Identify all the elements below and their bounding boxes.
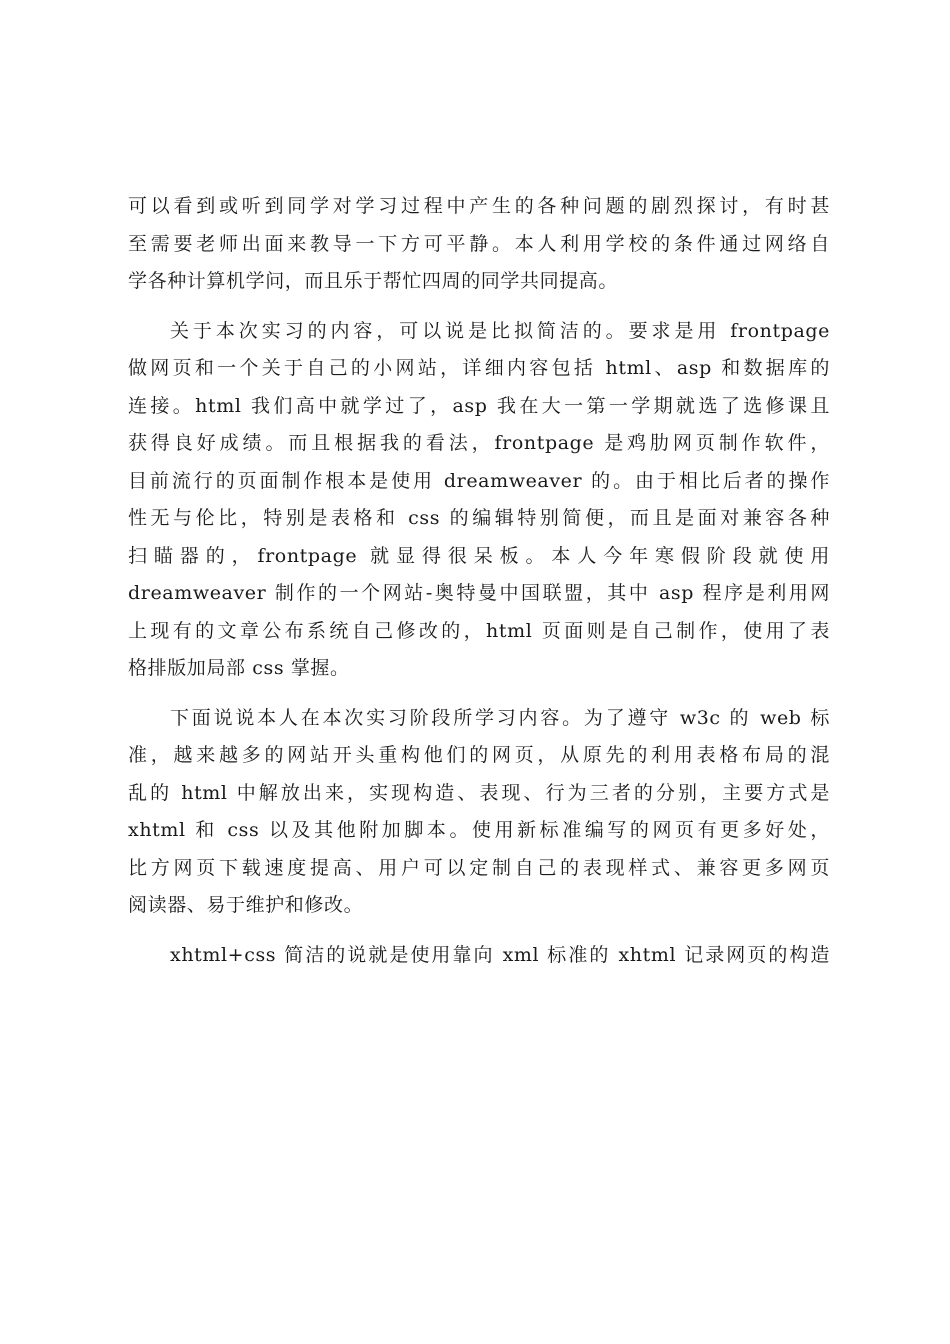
text-line: 乱的 html 中解放出来，实现构造、表现、行为三者的分别，主要方式是 bbox=[128, 781, 830, 804]
text-line: 连接。html 我们高中就学过了，asp 我在大一第一学期就选了选修课且 bbox=[128, 394, 830, 417]
text-line: 扫瞄器的，frontpage 就显得很呆板。本人今年寒假阶段就使用 bbox=[128, 544, 830, 567]
text-line: 关于本次实习的内容，可以说是比拟简洁的。要求是用 frontpage bbox=[170, 319, 830, 342]
text-line: 目前流行的页面制作根本是使用 dreamweaver 的。由于相比后者的操作 bbox=[128, 469, 830, 492]
text-line: xhtml+css 简洁的说就是使用靠向 xml 标准的 xhtml 记录网页的构造 bbox=[170, 943, 830, 966]
text-line: 性无与伦比，特别是表格和 css 的编辑特别简便，而且是面对兼容各种 bbox=[128, 507, 830, 529]
text-line: 做网页和一个关于自己的小网站，详细内容包括 html、asp 和数据库的 bbox=[128, 357, 830, 379]
text-line: 比方网页下载速度提高、用户可以定制自己的表现样式、兼容更多网页 bbox=[128, 856, 830, 879]
text-line: dreamweaver 制作的一个网站-奥特曼中国联盟，其中 asp 程序是利用网 bbox=[128, 582, 830, 604]
paragraph bbox=[128, 313, 830, 688]
text-line: 获得良好成绩。而且根据我的看法，frontpage 是鸡肋网页制作软件， bbox=[128, 432, 830, 454]
text-line: 准，越来越多的网站开头重构他们的网页，从原先的利用表格布局的混 bbox=[128, 744, 830, 766]
text-line: 阅读器、易于维护和修改。 bbox=[128, 894, 364, 916]
text-line: 下面说说本人在本次实习阶段所学习内容。为了遵守 w3c 的 web 标 bbox=[170, 706, 830, 729]
text-line: 格排版加局部 css 掌握。 bbox=[128, 657, 350, 679]
paragraph bbox=[128, 937, 830, 975]
text-line: 至需要老师出面来教导一下方可平静。本人利用学校的条件通过网络自 bbox=[128, 232, 830, 255]
document-body bbox=[128, 188, 830, 986]
paragraph bbox=[128, 700, 830, 925]
text-line: xhtml 和 css 以及其他附加脚本。使用新标准编写的网页有更多好处， bbox=[128, 819, 830, 841]
text-line: 可以看到或听到同学对学习过程中产生的各种问题的剧烈探讨，有时甚 bbox=[128, 195, 830, 217]
text-line: 上现有的文章公布系统自己修改的，html 页面则是自己制作，使用了表 bbox=[128, 619, 830, 642]
paragraph bbox=[128, 188, 830, 301]
text-line: 学各种计算机学问，而且乐于帮忙四周的同学共同提高。 bbox=[128, 270, 619, 292]
